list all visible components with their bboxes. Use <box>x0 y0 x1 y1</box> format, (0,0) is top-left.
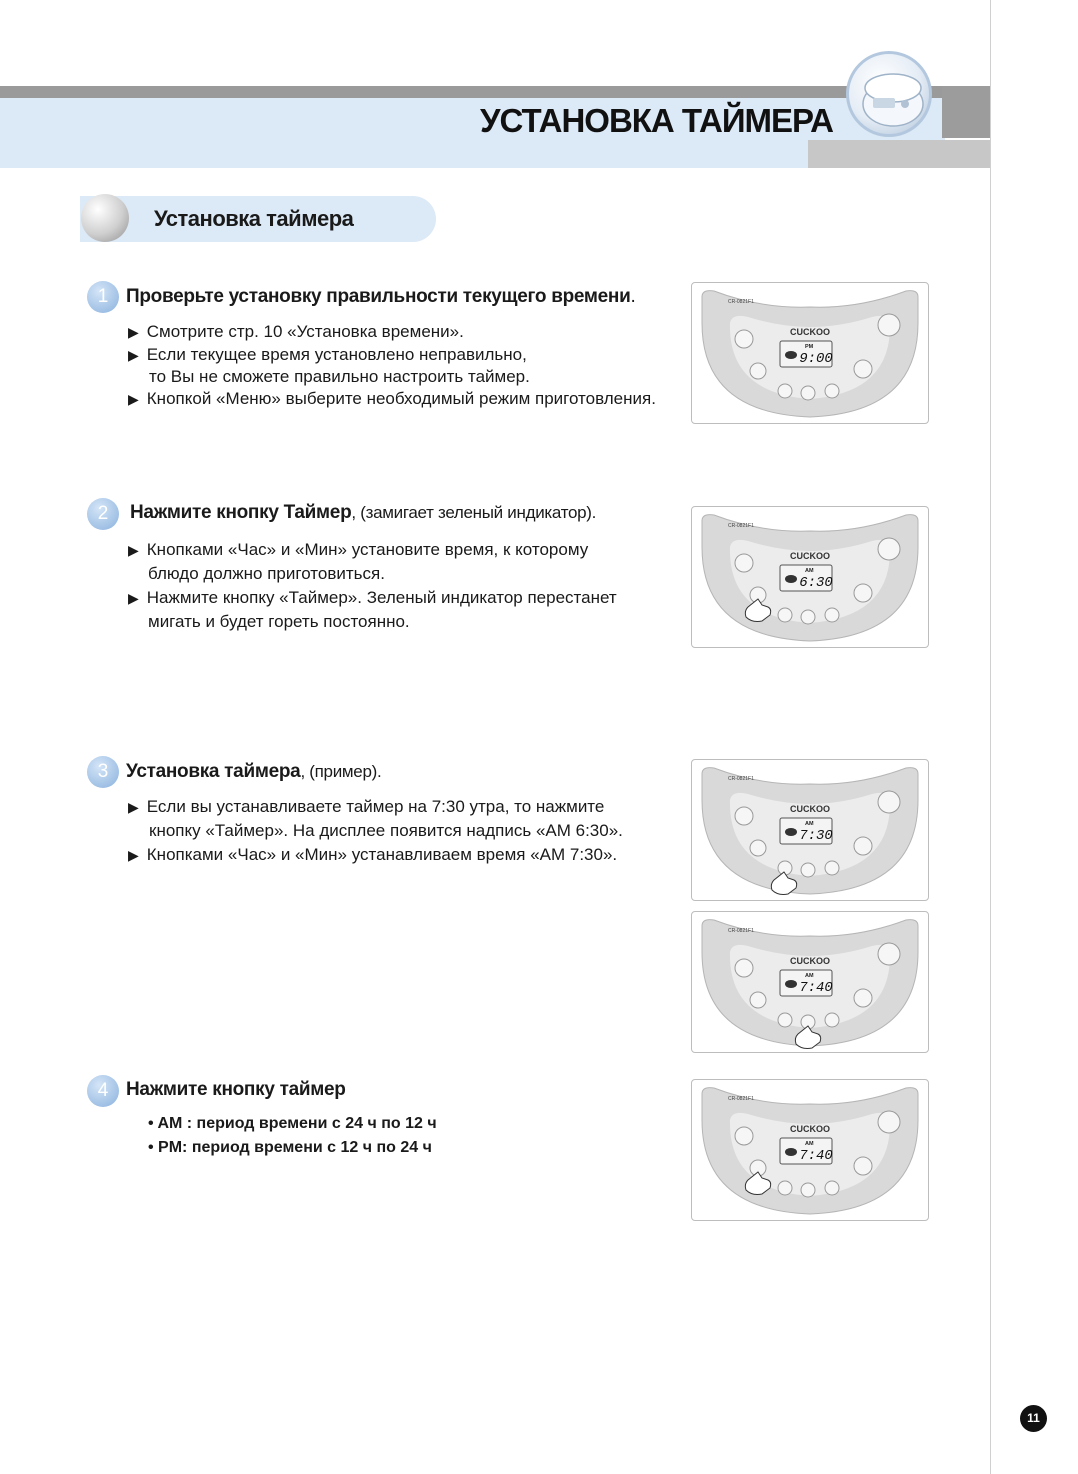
step-number-2: 2 <box>87 498 119 530</box>
clean-button <box>825 861 839 875</box>
step-title-rest: , (пример). <box>300 762 382 781</box>
clean-button <box>825 1013 839 1027</box>
hour-button <box>778 384 792 398</box>
triangle-bullet-icon: ▶ <box>128 799 139 815</box>
preset-button <box>878 1111 900 1133</box>
model-label: CR-0821F1 <box>728 523 754 529</box>
warm-button <box>854 360 872 378</box>
bullet-item: ▶ Кнопками «Час» и «Мин» установите время, к которому <box>128 540 589 559</box>
bullet-continuation: то Вы не сможете правильно настроить таймер. <box>149 367 530 386</box>
panel-drawing <box>692 507 928 647</box>
brand-label: CUCKOO <box>790 551 830 561</box>
time-readout: 7:40 <box>799 1148 833 1164</box>
dot-bullet-item: • PM: период времени с 12 ч по 24 ч <box>148 1139 432 1156</box>
rice-cooker-photo-icon <box>846 51 932 137</box>
ampm-label: AM <box>805 568 814 574</box>
step-title-bold: Нажмите кнопку таймер <box>126 1079 346 1100</box>
header-gray-bar <box>0 86 945 98</box>
time-readout: 7:40 <box>799 980 833 996</box>
triangle-bullet-icon: ▶ <box>128 542 139 558</box>
bullet-continuation: кнопку «Таймер». На дисплее появится надпись «AM 6:30». <box>149 821 623 840</box>
timer-button <box>750 992 766 1008</box>
triangle-bullet-icon: ▶ <box>128 324 139 340</box>
bullet-item: ▶ Кнопкой «Меню» выберите необходимый режим приготовления. <box>128 389 656 408</box>
warm-button <box>854 584 872 602</box>
step-title-4 <box>126 1079 346 1101</box>
brand-label: CUCKOO <box>790 804 830 814</box>
header-light-block <box>808 140 990 168</box>
menu-button <box>735 807 753 825</box>
right-margin-rule <box>990 0 991 1474</box>
page-number: 11 <box>1020 1405 1047 1432</box>
brand-label: CUCKOO <box>790 327 830 337</box>
control-panel-image <box>691 759 929 901</box>
triangle-bullet-icon: ▶ <box>128 391 139 407</box>
model-label: CR-0821F1 <box>728 776 754 782</box>
step-title-2 <box>130 502 596 524</box>
time-readout: 7:30 <box>799 828 833 844</box>
bullet-item: ▶ Кнопками «Час» и «Мин» устанавливаем время «AM 7:30». <box>128 845 618 864</box>
header-dark-block <box>942 86 990 138</box>
step-title-bold: Нажмите кнопку Таймер <box>130 502 352 523</box>
pot-icon <box>785 351 797 359</box>
clean-button <box>825 1181 839 1195</box>
menu-button <box>735 554 753 572</box>
preset-button <box>878 943 900 965</box>
hour-button <box>778 1181 792 1195</box>
section-bullet-icon <box>81 194 129 242</box>
step-number-1: 1 <box>87 281 119 313</box>
control-panel-image <box>691 1079 929 1221</box>
step-title-bold: Установка таймера <box>126 761 301 782</box>
time-readout: 9:00 <box>799 351 833 367</box>
hour-button <box>778 1013 792 1027</box>
dot-bullet-item: • AM : период времени с 24 ч по 12 ч <box>148 1115 437 1132</box>
warm-button <box>854 989 872 1007</box>
timer-button <box>750 363 766 379</box>
pot-icon <box>785 575 797 583</box>
min-button <box>801 1183 815 1197</box>
clean-button <box>825 384 839 398</box>
step-title-1 <box>126 286 635 308</box>
hour-button <box>778 608 792 622</box>
triangle-bullet-icon: ▶ <box>128 847 139 863</box>
ampm-label: AM <box>805 821 814 827</box>
menu-button <box>735 330 753 348</box>
model-label: CR-0821F1 <box>728 1096 754 1102</box>
model-label: CR-0821F1 <box>728 928 754 934</box>
min-button <box>801 863 815 877</box>
preset-button <box>878 538 900 560</box>
min-button <box>801 386 815 400</box>
time-readout: 6:30 <box>799 575 833 591</box>
panel-drawing <box>692 912 928 1052</box>
panel-drawing <box>692 760 928 900</box>
warm-button <box>854 1157 872 1175</box>
min-button <box>801 610 815 624</box>
preset-button <box>878 791 900 813</box>
step-title-rest: . <box>630 286 636 307</box>
bullet-item: ▶ Нажмите кнопку «Таймер». Зеленый индикатор перестанет <box>128 588 617 607</box>
bullet-continuation: блюдо должно приготовиться. <box>148 564 385 583</box>
step-title-3 <box>126 761 381 783</box>
triangle-bullet-icon: ▶ <box>128 590 139 606</box>
bullet-continuation: мигать и будет гореть постоянно. <box>148 612 410 631</box>
step-title-rest: , (замигает зеленый индикатор). <box>351 503 597 522</box>
brand-label: CUCKOO <box>790 1124 830 1134</box>
step-title-bold: Проверьте установку правильности текущего времени <box>126 286 631 307</box>
ampm-label: AM <box>805 1141 814 1147</box>
ampm-label: PM <box>805 344 814 350</box>
model-label: CR-0821F1 <box>728 299 754 305</box>
clean-button <box>825 608 839 622</box>
menu-button <box>735 959 753 977</box>
section-title: Установка таймера <box>154 206 354 231</box>
bullet-item: ▶ Если текущее время установлено неправильно, <box>128 345 527 364</box>
ampm-label: AM <box>805 973 814 979</box>
bullet-item: ▶ Смотрите стр. 10 «Установка времени». <box>128 322 464 341</box>
pot-icon <box>785 980 797 988</box>
warm-button <box>854 837 872 855</box>
bullet-item: ▶ Если вы устанавливаете таймер на 7:30 утра, то нажмите <box>128 797 605 816</box>
panel-drawing <box>692 1080 928 1220</box>
page-title: УСТАНОВКА ТАЙМЕРА <box>480 102 833 139</box>
pot-icon <box>785 1148 797 1156</box>
triangle-bullet-icon: ▶ <box>128 347 139 363</box>
timer-button <box>750 840 766 856</box>
brand-label: CUCKOO <box>790 956 830 966</box>
step-number-4: 4 <box>87 1075 119 1107</box>
control-panel-image <box>691 911 929 1053</box>
panel-drawing <box>692 283 928 423</box>
preset-button <box>878 314 900 336</box>
menu-button <box>735 1127 753 1145</box>
pot-icon <box>785 828 797 836</box>
step-number-3: 3 <box>87 756 119 788</box>
control-panel-image <box>691 506 929 648</box>
control-panel-image <box>691 282 929 424</box>
